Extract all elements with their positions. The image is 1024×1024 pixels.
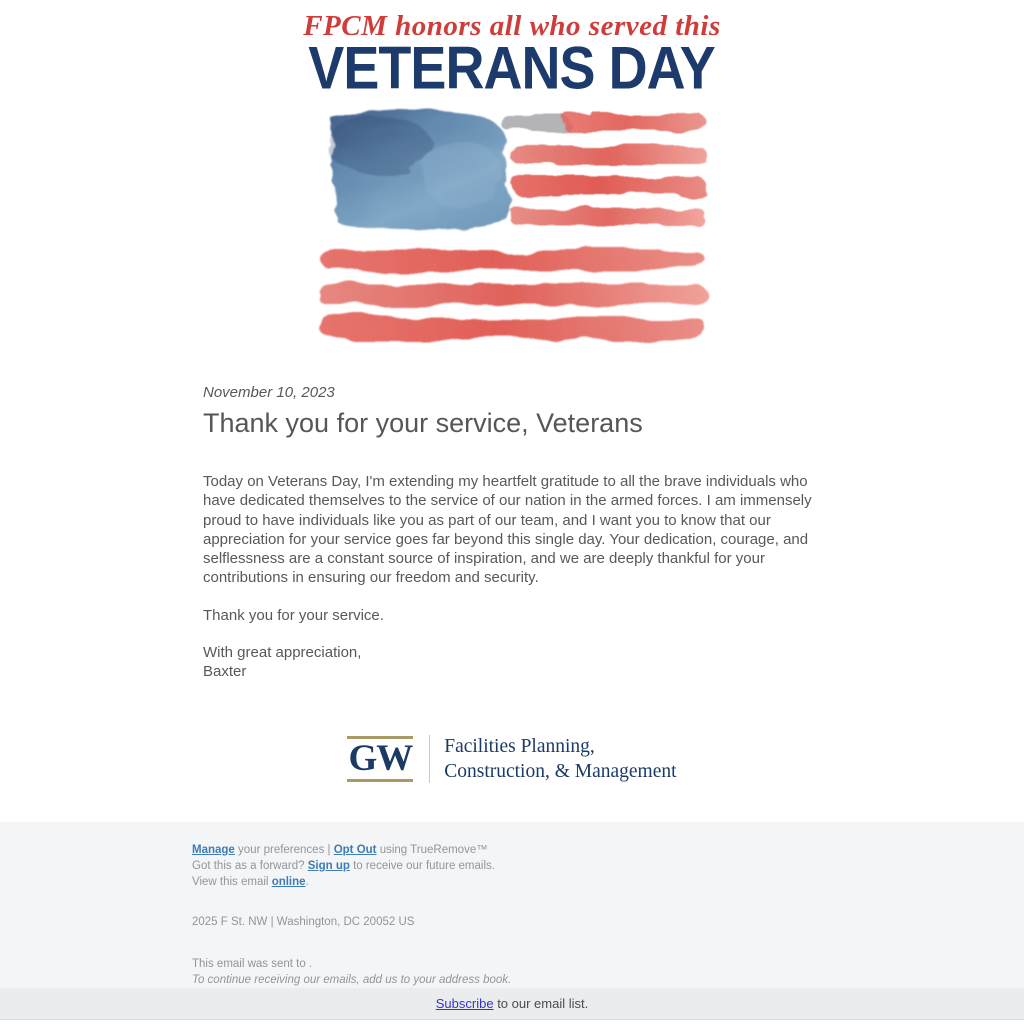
body-paragraph: Today on Veterans Day, I'm extending my heartfelt gratitude to all the brave individuals who have dedicated themselves to the service of our nation in the armed forces. I am immensely proud to have individuals like you as part of our team, and I want you to know that our appreciation for your service goes far beyond this single day. Your dedication, courage, and selflessness are a constant source of inspiration, and we are deeply thankful for your contributions in ensuring our freedom and security. [203, 473, 812, 587]
preferences-text: your preferences | [234, 844, 334, 856]
opt-out-link[interactable]: Opt Out [333, 844, 377, 856]
bottom-spacer [0, 1020, 1024, 1024]
view-online-line [192, 874, 1024, 890]
view-text: View this email [192, 876, 272, 888]
manage-link[interactable]: Manage [192, 844, 235, 856]
logo-divider [429, 735, 430, 783]
flag-image [0, 104, 1024, 348]
signup-suffix: to receive our future emails. [349, 860, 495, 872]
signature-name: Baxter [203, 663, 247, 681]
subscribe-link[interactable]: Subscribe [435, 996, 494, 1011]
org-name-line1: Facilities Planning, [444, 735, 595, 757]
forward-line [192, 858, 1024, 874]
sign-up-link[interactable]: Sign up [307, 860, 350, 872]
article [203, 384, 821, 784]
thanks-line: Thank you for your service. [203, 606, 384, 624]
article-heading: Thank you for your service, Veterans [203, 408, 643, 438]
gw-logo [203, 734, 821, 784]
address-book-line: To continue receiving our emails, add us to your address book. [192, 974, 512, 986]
gw-monogram: GW [347, 736, 413, 782]
subscribe-bar [0, 988, 1024, 1020]
tagline-text: FPCM honors all who served this [303, 10, 721, 42]
preferences-line [192, 842, 1024, 858]
view-online-link[interactable]: online [271, 876, 306, 888]
forward-text: Got this as a forward? [192, 860, 308, 872]
trueremove-text: using TrueRemove™ [376, 844, 488, 856]
closing-block [203, 643, 821, 682]
footer [0, 822, 1024, 988]
subscribe-suffix: to our email list. [493, 996, 589, 1011]
veterans-day-title: VETERANS DAY [308, 34, 716, 103]
sent-to-line: This email was sent to . [192, 958, 313, 970]
header-graphic [0, 0, 1024, 348]
org-name [444, 734, 676, 784]
org-name-line2: Construction, & Management [444, 760, 677, 782]
address-line: 2025 F St. NW | Washington, DC 20052 US [192, 916, 415, 928]
view-suffix: . [305, 876, 309, 888]
email-date: November 10, 2023 [203, 384, 335, 401]
closing-line: With great appreciation, [203, 644, 362, 662]
